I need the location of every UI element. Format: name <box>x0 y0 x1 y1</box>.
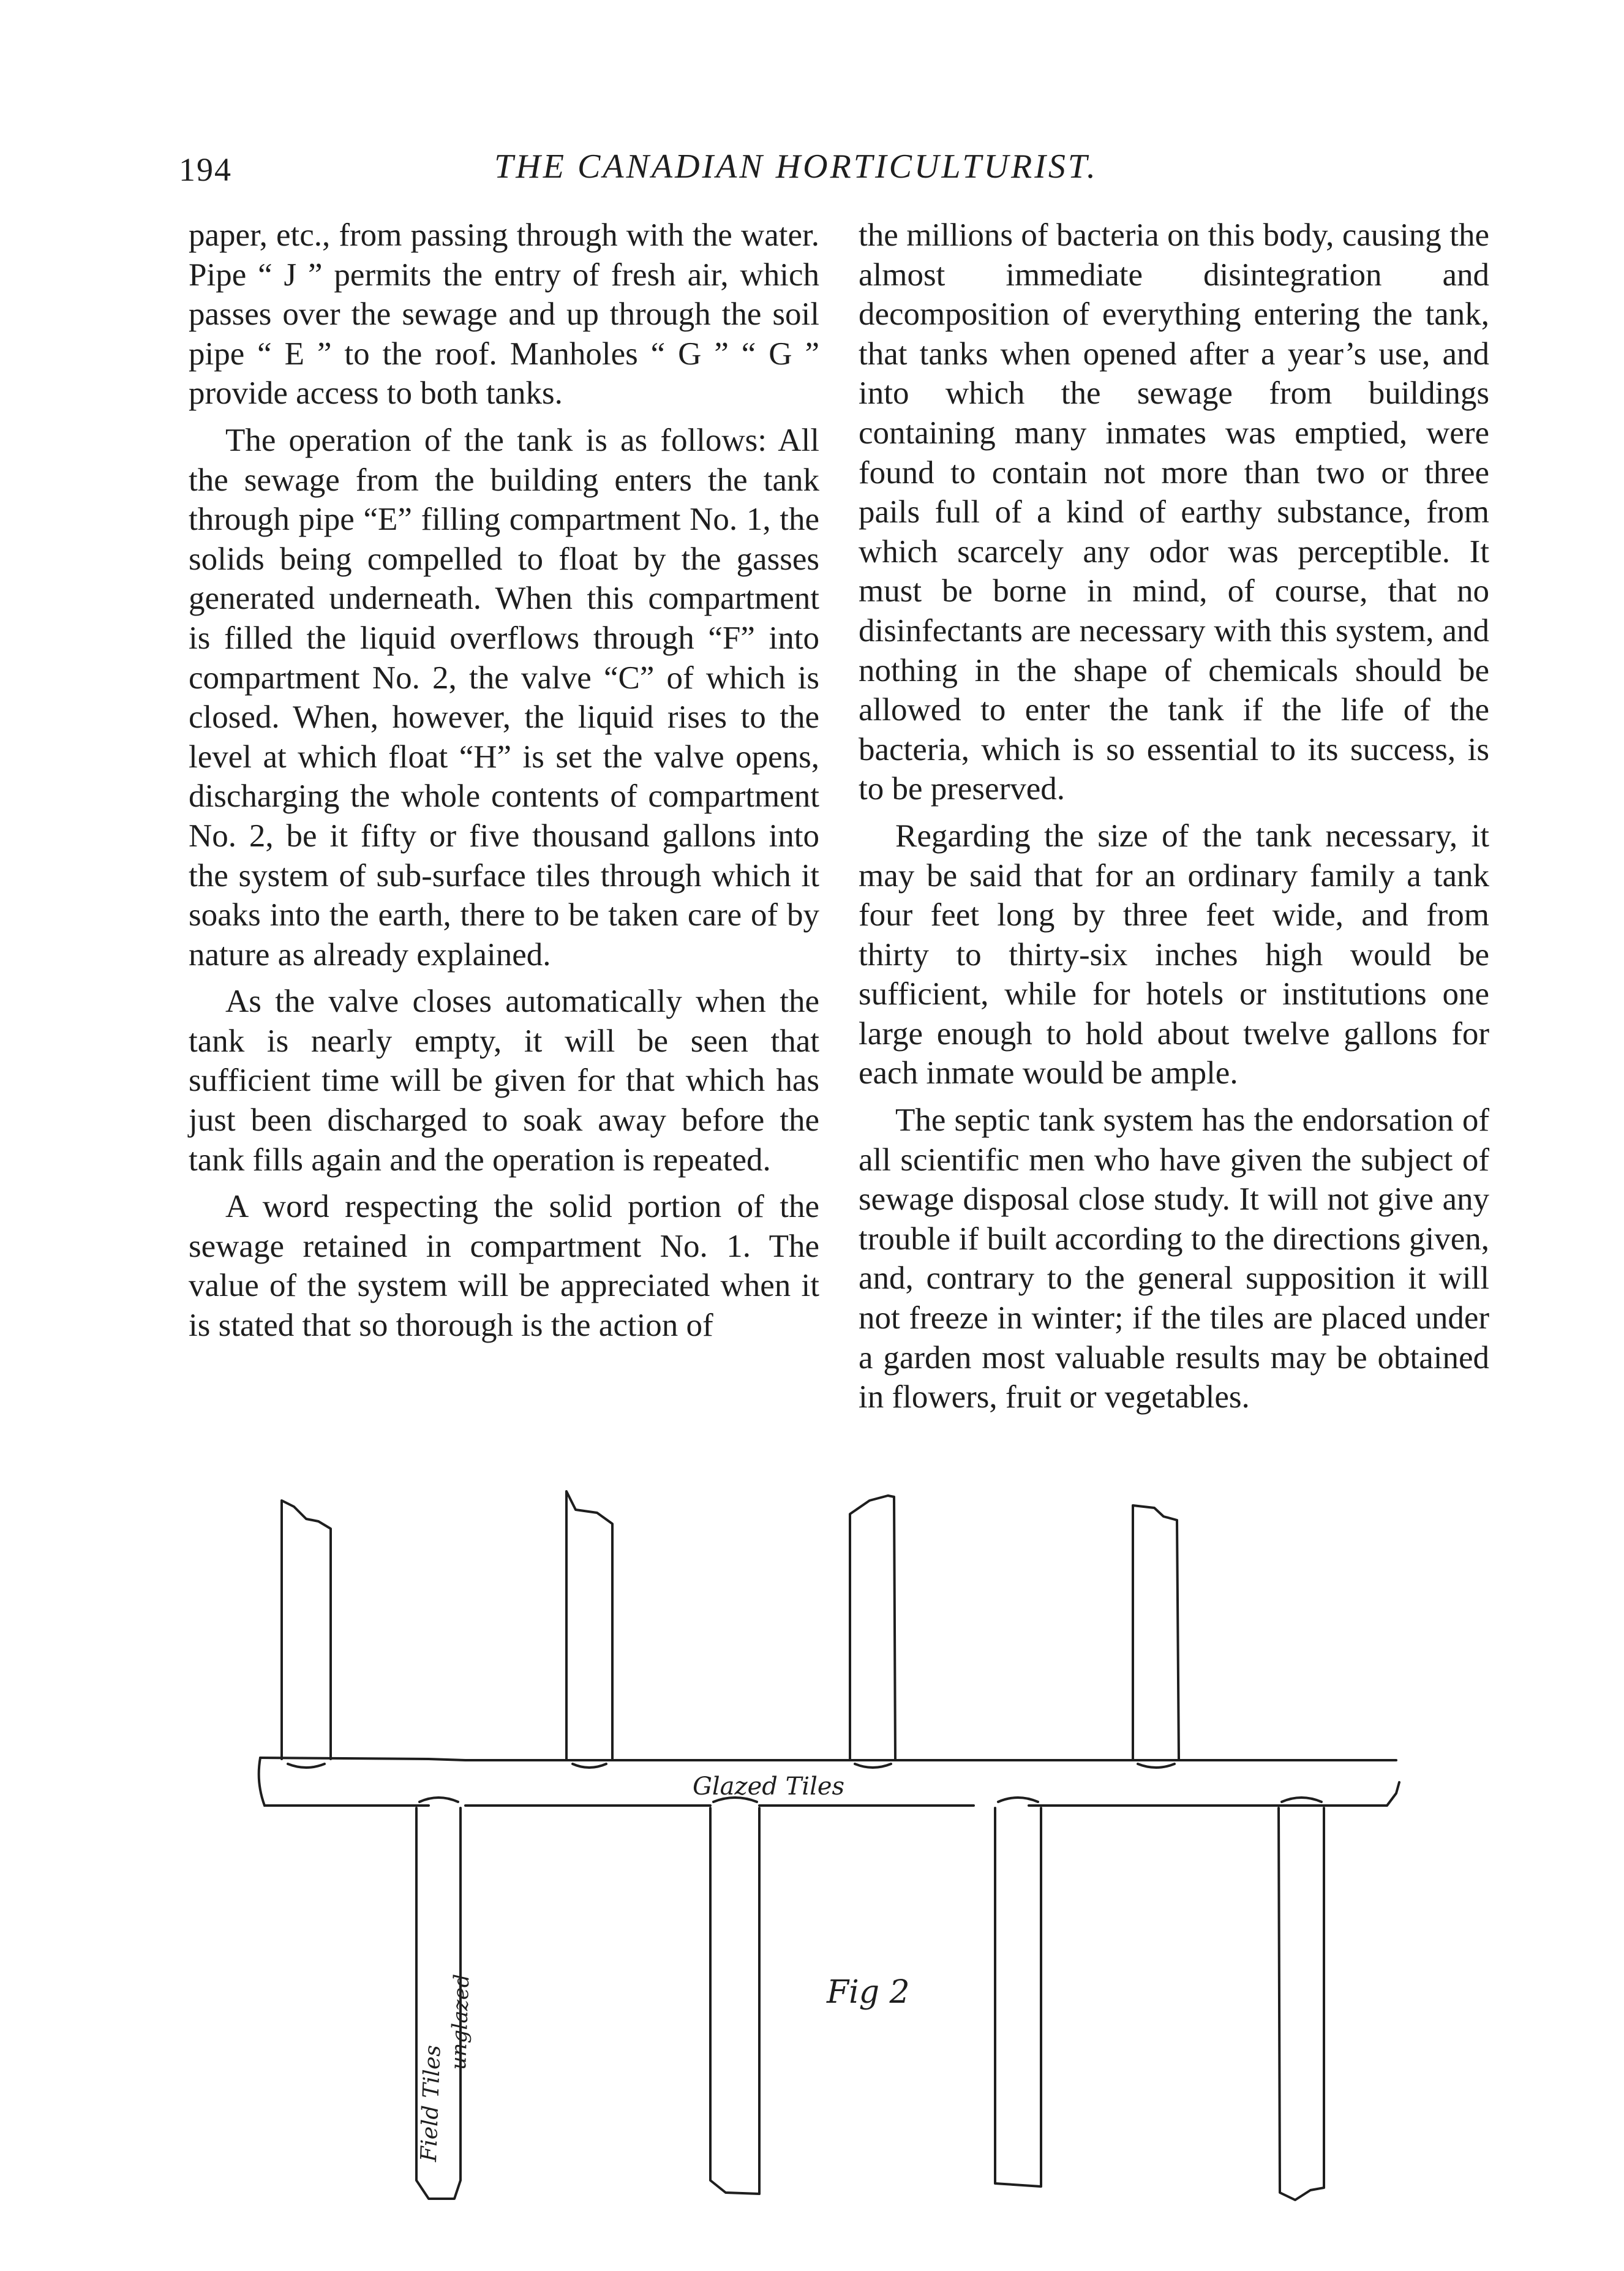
page-number: 194 <box>179 151 232 188</box>
field-tiles-label: Field Tiles <box>416 2044 446 2163</box>
unglazed-label: unglazed <box>446 1973 475 2071</box>
running-title: THE CANADIAN HORTICULTURIST. <box>494 148 1098 186</box>
glazed-tile-left-end <box>259 1758 265 1806</box>
paragraph: The septic tank system has the endorsation of all scientific men who have given the subject of sewage disposal close study. It will not give any trouble if built according to the directions given, and, contrary to the general supposition it will not freeze in winter; if the tiles are placed under a garden most valuable results may be obtained in flowers, fruit or vegetables. <box>859 1102 1489 1415</box>
paragraph: the millions of bacteria on this body, causing the almost immediate disintegration and decomposition of everything entering the tank, that tanks when opened after a year’s use, and into which the sewage from buildings containing many inmates was emptied, were found to contain not more than two or three pails full of a kind of earthy substance, from which scarcely any odor was perceptible. It must be borne in mind, of course, that no disinfectants are necessary with this system, and nothing in the shape of chemicals should be allowed to enter the tank if the life of the bacteria, which is so essential to its success, is to be preserved. <box>859 217 1489 807</box>
figure-drawing <box>0 1458 1624 2254</box>
glazed-tile-top-edge <box>260 1758 1396 1760</box>
paragraph: Regarding the size of the tank necessary, it may be said that for an ordinary family a tank four feet long by three feet wide, and from thirty to thirty-six inches high would be sufficient, while for hotels or institutions one large enough to hold about twelve gallons for each inmate would be ample. <box>859 818 1489 1091</box>
upper-pipe-1 <box>282 1501 331 1768</box>
upper-pipe-4 <box>1133 1505 1179 1768</box>
lower-pipe-3 <box>995 1798 1041 2186</box>
paragraph: As the valve closes automatically when the tank is nearly empty, it will be seen that sufficient time will be given for that which has just been discharged to soak away before the tank fills again and the operation is repeated. <box>189 984 819 1178</box>
left-column <box>189 216 819 1353</box>
glazed-tiles-label: Glazed Tiles <box>692 1772 845 1801</box>
paragraph: paper, etc., from passing through with the water. Pipe “ J ” permits the entry of fresh air, which passes over the sewage and up through the soil pipe “ E ” to the roof. Manholes “ G ” “ G ” provide access to both tanks. <box>189 217 819 412</box>
upper-pipe-2 <box>566 1491 612 1768</box>
figure-caption: Fig 2 <box>827 1974 910 2011</box>
paragraph: The operation of the tank is as follows: All the sewage from the building enters the tank through pipe “E” filling compartment No. 1, the solids being compelled to float by the gasses generated underneath. When this compartment is filled the liquid overflows through “F” into compartment No. 2, the valve “C” of which is closed. When, however, the liquid rises to the level at which float “H” is set the valve opens, discharging the whole contents of compartment No. 2, be it fifty or five thousand gallons into the system of sub-surface tiles through which it soaks into the earth, there to be taken care of by nature as already explained. <box>189 422 819 973</box>
tile-drainage-figure <box>0 1458 1624 2254</box>
paragraph: A word respecting the solid portion of the sewage retained in compartment No. 1. The value of the system will be appreciated when it is stated that so thorough is the action of <box>189 1189 819 1344</box>
lower-pipe-4 <box>1279 1798 1324 2200</box>
right-column <box>859 216 1489 1425</box>
upper-pipe-3 <box>850 1496 895 1768</box>
lower-pipe-2 <box>710 1798 759 2194</box>
